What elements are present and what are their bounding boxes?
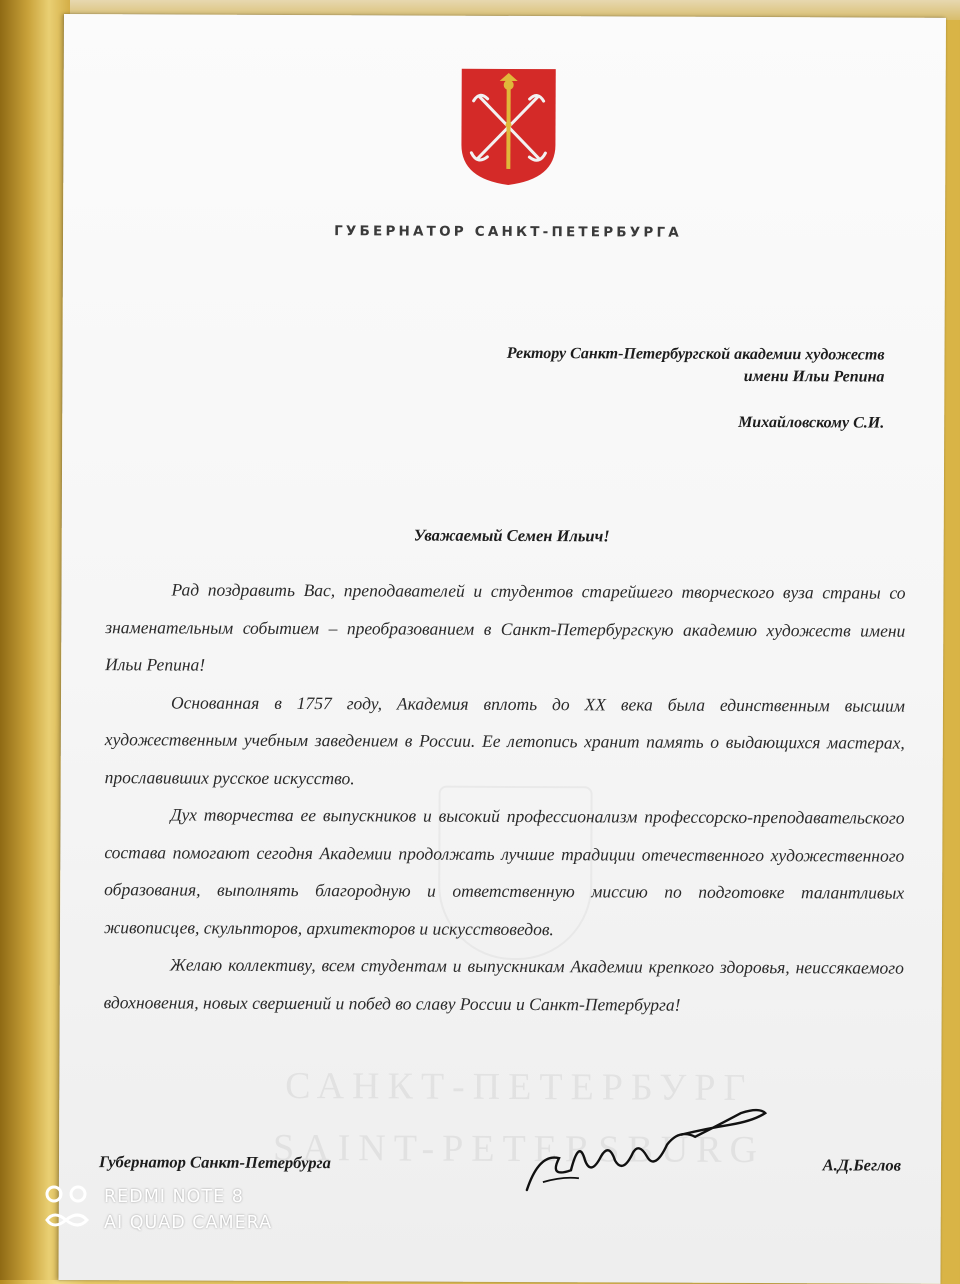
camera-model-line: AI QUAD CAMERA	[104, 1210, 272, 1236]
addressee-block	[507, 343, 885, 389]
signer-name: А.Д.Беглов	[823, 1155, 901, 1175]
watermark-text: САНКТ-ПЕТЕРБУРГ	[239, 1055, 799, 1119]
addressee-line: Ректору Санкт-Петербургской академии художеств	[507, 343, 885, 367]
salutation: Уважаемый Семен Ильич!	[62, 524, 960, 548]
camera-logo-icon	[42, 1184, 92, 1230]
addressee-line: имени Ильи Репина	[507, 365, 885, 389]
body-paragraph: Желаю коллективу, всем студентам и выпускникам Академии крепкого здоровья, неиссякаемого вдохновения, новых свершений и побед во славу России и Санкт-Петербурга!	[104, 946, 904, 1024]
letter-body	[104, 571, 906, 1024]
handwritten-signature	[519, 1098, 769, 1209]
camera-model-line: REDMI NOTE 8	[104, 1184, 272, 1210]
camera-model-text	[104, 1184, 272, 1236]
body-paragraph: Рад поздравить Вас, преподавателей и студентов старейшего творческого вуза страны со знаменательным событием – преобразованием в Санкт-Петербургскую академию художеств имени Ильи Репина!	[105, 571, 905, 687]
body-paragraph: Основанная в 1757 году, Академия вплоть до XX века была единственным высшим художественным учебным заведением в России. Ее летопись хранит память о выдающихся мастерах, прославивших русское искусство.	[105, 684, 905, 800]
addressee-name: Михайловскому С.И.	[738, 414, 884, 433]
signer-title: Губернатор Санкт-Петербурга	[99, 1152, 331, 1173]
watermark-text: SAINT-PETERSBURG	[239, 1117, 799, 1181]
letter-sheet	[58, 14, 946, 1284]
letterhead-title: ГУБЕРНАТОР САНКТ-ПЕТЕРБУРГА	[63, 222, 953, 242]
body-paragraph: Дух творчества ее выпускников и высокий профессионализм профессорско-преподавательского состава помогают сегодня Академии продолжать лучшие традиции отечественного художественного образования, выполнять благородную и ответственную миссию по подготовке талантливых живописцев, скульпторов, архитекторов и искусствоведов.	[104, 796, 905, 949]
coat-of-arms-icon	[459, 67, 558, 187]
